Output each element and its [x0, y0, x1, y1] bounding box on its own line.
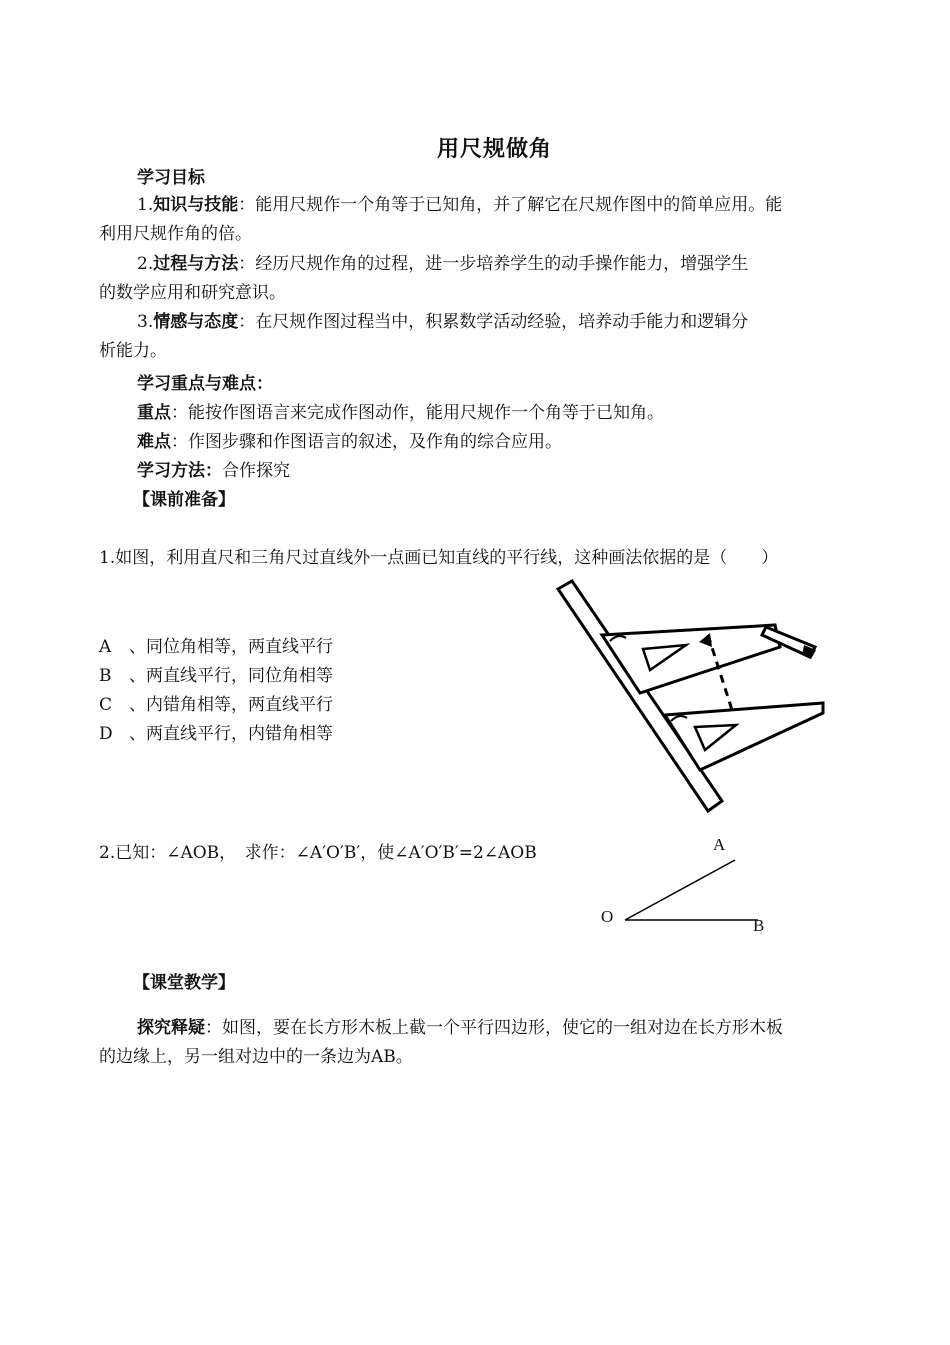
objective-1-num: 1. — [137, 195, 154, 215]
method-line — [137, 456, 290, 481]
objective-2-text: ：经历尺规作角的过程，进一步培养学生的动手操作能力，增强学生 — [238, 254, 749, 274]
ruler-shape — [558, 581, 722, 811]
difficulty-line — [137, 427, 562, 452]
angle-aob-figure — [590, 832, 780, 942]
label-a: A — [713, 835, 726, 854]
option-c-text: 、内错角相等，两直线平行 — [129, 695, 333, 715]
objective-3-label: 情感与态度 — [153, 312, 239, 332]
option-a-text: 、同位角相等，两直线平行 — [129, 637, 333, 657]
explore-label: 探究释疑 — [137, 1018, 205, 1038]
classroom-heading: 【课堂教学】 — [133, 973, 235, 993]
option-a-letter: A — [99, 637, 112, 657]
question-1: 1.如图，利用直尺和三角尺过直线外一点画已知直线的平行线，这种画法依据的是（ ） — [99, 548, 779, 568]
option-b-letter: B — [99, 666, 112, 686]
option-c-letter: C — [99, 695, 113, 715]
objective-1-text: ：能用尺规作一个角等于已知角，并了解它在尺规作图中的简单应用。能 — [238, 195, 783, 215]
objective-2-text-cont: 的数学应用和研究意识。 — [99, 283, 286, 303]
page-title: 用尺规做角 — [437, 137, 553, 162]
ruler-setsquare-figure — [540, 575, 830, 820]
option-a — [99, 632, 333, 657]
label-b: B — [753, 916, 765, 935]
question-2: 2.已知：∠AOB， 求作：∠A′O′B′，使∠A′O′B′=2∠AOB — [99, 843, 537, 863]
prep-heading: 【课前准备】 — [133, 490, 235, 510]
label-o: O — [601, 907, 614, 926]
method-label: 学习方法： — [137, 461, 222, 481]
objective-2-num: 2. — [137, 254, 154, 274]
explore-line — [137, 1013, 783, 1038]
key-points-heading: 学习重点与难点： — [137, 374, 273, 394]
focus-line — [137, 398, 664, 423]
objective-1-label: 知识与技能 — [153, 195, 239, 215]
objectives-heading: 学习目标 — [137, 168, 205, 188]
option-d-letter: D — [99, 724, 113, 744]
option-d — [99, 719, 333, 744]
explore-text-cont: 的边缘上，另一组对边中的一条边为AB。 — [99, 1047, 413, 1067]
focus-label: 重点 — [137, 403, 171, 423]
objective-3-num: 3. — [137, 312, 154, 332]
option-b-text: 、两直线平行，同位角相等 — [129, 666, 333, 686]
option-c — [99, 690, 333, 715]
explore-text: ：如图，要在长方形木板上截一个平行四边形，使它的一组对边在长方形木板 — [205, 1018, 783, 1038]
option-d-text: 、两直线平行，内错角相等 — [129, 724, 333, 744]
ray-oa — [625, 860, 735, 920]
objective-1-text-cont: 利用尺规作角的倍。 — [99, 224, 252, 244]
difficulty-label: 难点 — [137, 432, 171, 452]
focus-text: ：能按作图语言来完成作图动作，能用尺规作一个角等于已知角。 — [171, 403, 664, 423]
objective-2-label: 过程与方法 — [153, 254, 239, 274]
objective-3-text: ：在尺规作图过程当中，积累数学活动经验，培养动手能力和逻辑分 — [238, 312, 749, 332]
difficulty-text: ：作图步骤和作图语言的叙述，及作角的综合应用。 — [171, 432, 562, 452]
method-text: 合作探究 — [222, 461, 290, 481]
option-b — [99, 661, 333, 686]
objective-3-text-cont: 析能力。 — [99, 341, 167, 361]
